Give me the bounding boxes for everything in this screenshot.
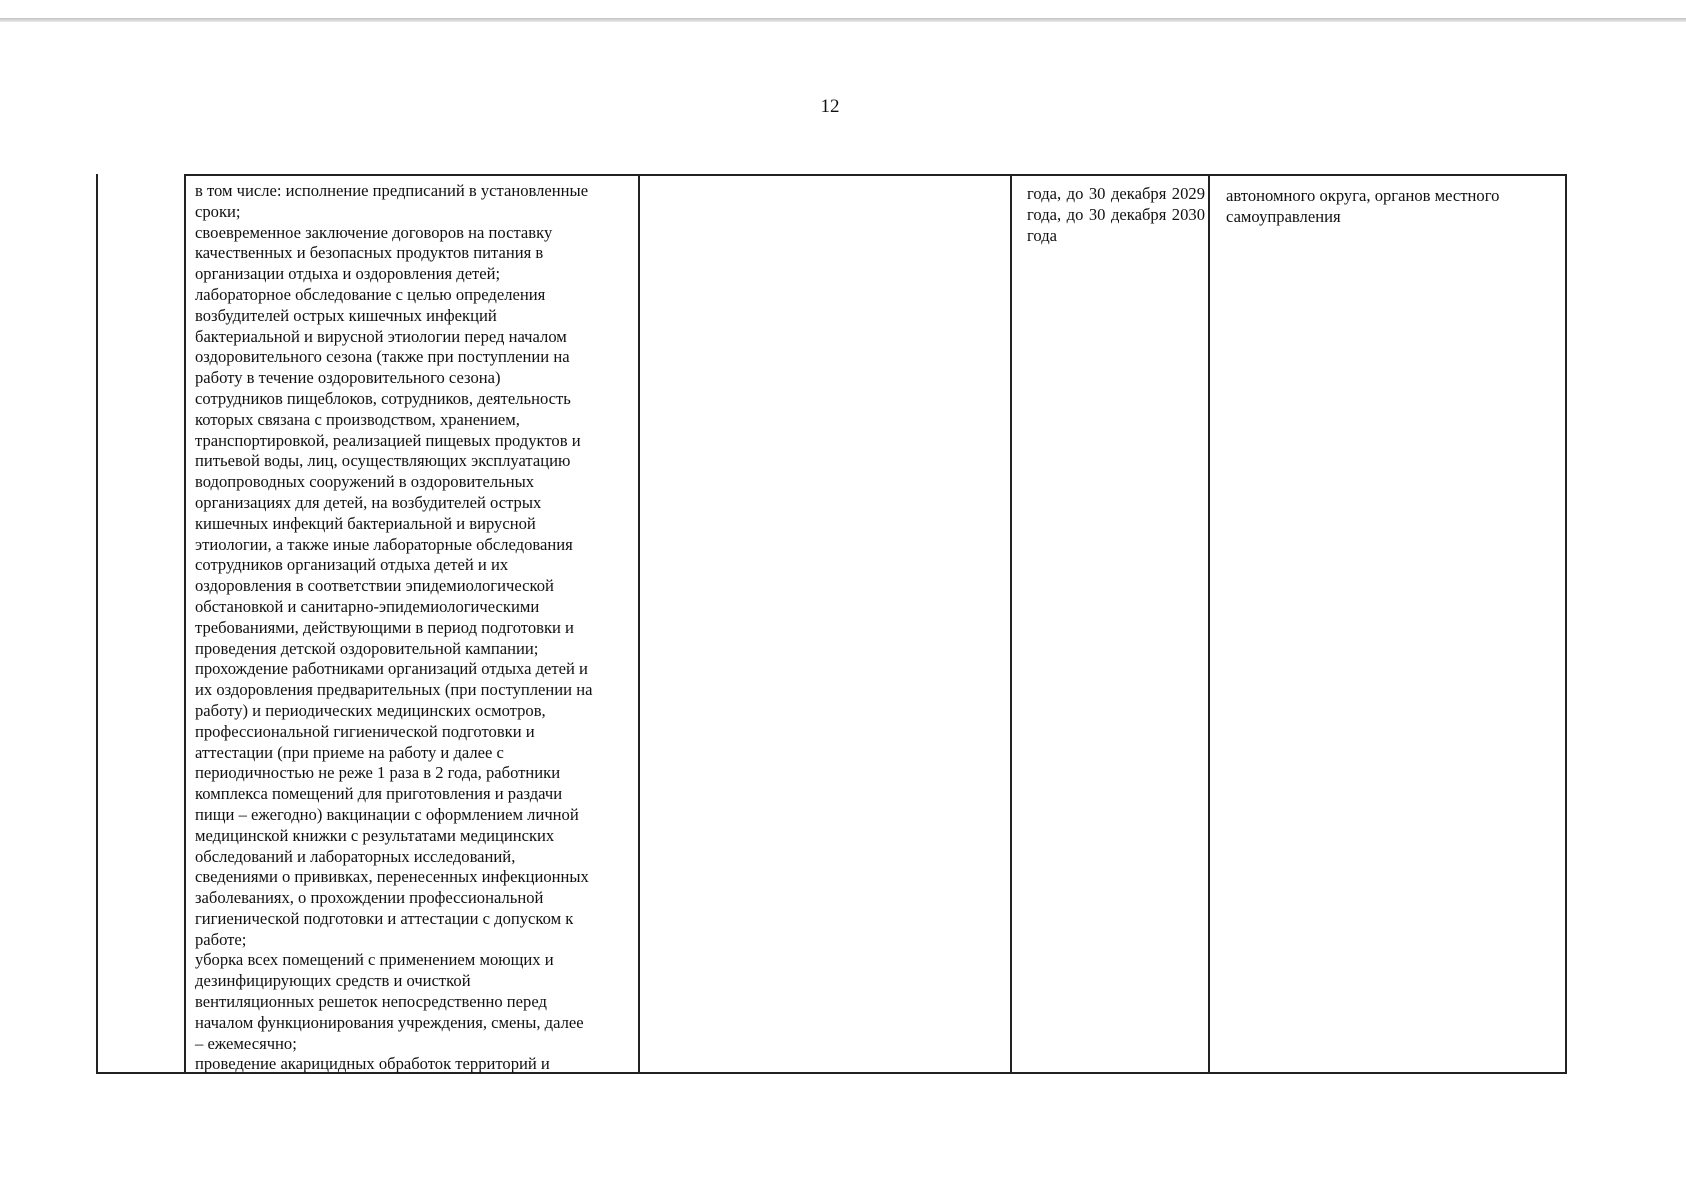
column-divider-3 [1010, 174, 1012, 1074]
table-border-left [96, 174, 98, 1074]
column-divider-1 [184, 174, 186, 1074]
description-cell: в том числе: исполнение предписаний в установленные сроки; своевременное заключение договоров на поставку качественных и безопасных продуктов питания в организации отдыха и оздоровления детей; лабораторное обследование с целью определения возбудителей острых кишечных инфекций бактериальной и вирусной этиологии перед началом оздоровительного сезона (также при поступлении на работу в течение оздоровительного сезона) сотрудников пищеблоков, сотрудников, деятельность которых связана с производством, хранением, транспортировкой, реализацией пищевых продуктов и питьевой воды, лиц, осуществляющих эксплуатацию водопроводных сооружений в оздоровительных организациях для детей, на возбудителей острых кишечных инфекций бактериальной и вирусной этиологии, а также иные лабораторные обследования сотрудников организаций отдыха детей и их оздоровления в соответствии эпидемиологической обстановкой и санитарно-эпидемиологическими требованиями, действующими в период подготовки и проведения детской оздоровительной кампании; прохождение работниками организаций отдыха детей и их оздоровления предварительных (при поступлении на работу) и периодических медицинских осмотров, профессиональной гигиенической подготовки и аттестации (при приеме на работу и далее с периодичностью не реже 1 раза в 2 года, работники комплекса помещений для приготовления и раздачи пищи – ежегодно) вакцинации с оформлением личной медицинской книжки с результатами медицинских обследований и лабораторных исследований, сведениями о прививках, перенесенных инфекционных заболеваниях, о прохождении профессиональной гигиенической подготовки и аттестации с допуском к работе; уборка всех помещений с применением моющих и дезинфицирующих средств и очисткой вентиляционных решеток непосредственно перед началом функционирования учреждения, смены, далее – ежемесячно; проведение акарицидных обработок территорий и [195, 181, 593, 1074]
deadline-cell: года, до 30 декабря 2029 года, до 30 декабря 2030 года [1027, 184, 1205, 245]
page-number: 12 [820, 96, 840, 117]
table-border-right [1565, 174, 1567, 1074]
responsible-cell: автономного округа, органов местного самоуправления [1226, 186, 1500, 226]
column-divider-4 [1208, 174, 1210, 1074]
column-divider-2 [638, 174, 640, 1074]
table-border-top [184, 174, 1567, 176]
scan-edge-artifact [0, 18, 1686, 22]
